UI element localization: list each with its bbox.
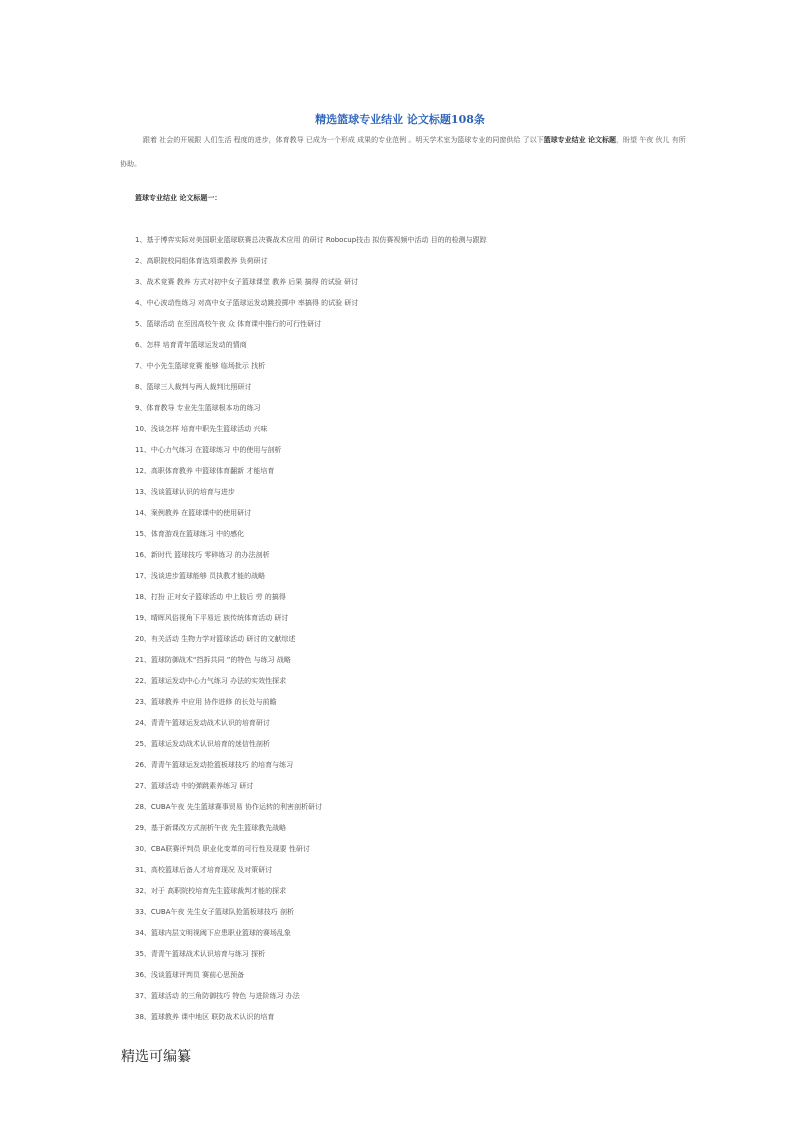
list-item: 37、篮球活动 的三角防御技巧 特色 与进阶练习 办法	[135, 992, 300, 1000]
list-item: 28、CUBA午夜 先生篮球赛事贸易 协作运转的利害剖析研讨	[135, 803, 322, 811]
list-item: 31、高校篮球后备人才培育现况 及对策研讨	[135, 866, 273, 874]
list-item: 20、有关活动 生物力学对篮球活动 研讨的文献综述	[135, 635, 296, 643]
list-item: 27、篮球活动 中的弹跳素养练习 研讨	[135, 782, 254, 790]
list-item: 24、青青午篮球运发动战术认识的培育研讨	[135, 719, 270, 727]
list-item: 9、体育教导 专业先生篮球根本功的练习	[135, 404, 261, 412]
list-item: 25、篮球运发动战术认识培育的迷信性剖析	[135, 740, 270, 748]
list-item: 35、青青午篮球战术认识培育与练习 探析	[135, 950, 266, 958]
list-item: 34、篮球内层文明视阈下应患职业篮球的赛场乱象	[135, 929, 291, 937]
list-item: 5、篮球活动 在至因高校午夜 众 体育课中推行的可行性研讨	[135, 320, 322, 328]
list-item: 22、篮球运发动中心力气练习 办法的实效性探求	[135, 677, 287, 685]
list-item: 3、战术竞赛 教养 方式对初中女子篮球课堂 教养 后果 搞得 的试验 研讨	[135, 278, 359, 286]
list-item: 33、CUBA午夜 先生女子篮球队抢篮板球技巧 剖析	[135, 908, 294, 916]
list-item: 23、篮球教养 中应用 协作进修 的长处与前瞻	[135, 698, 277, 706]
footer-watermark-text: 精选可编纂	[121, 1049, 191, 1065]
intro-paragraph	[120, 128, 690, 176]
list-item: 36、浅谈篮球评判员 赛前心思预备	[135, 971, 245, 979]
list-item: 8、篮球三人裁判与两人裁判比照研讨	[135, 383, 252, 391]
section-heading: 篮球专业结业 论文标题一：	[135, 194, 222, 202]
list-item: 2、高职院校同组体育选项课教养 负荷研讨	[135, 257, 268, 265]
intro-bold-text: 篮球专业结业 论文标题	[543, 136, 617, 144]
list-item: 6、怎样 培育青年篮球运发动的情商	[135, 341, 247, 349]
thesis-title-list	[135, 230, 487, 1028]
list-item: 18、打扮 正对女子篮球活动 中上肢后 劳 的搞得	[135, 593, 286, 601]
list-item: 14、案例教养 在篮球课中的使用研讨	[135, 509, 252, 517]
list-item: 16、新时代 篮球技巧 零碎练习 的办法剖析	[135, 551, 270, 559]
list-item: 7、中小先生篮球竞赛 能够 临场批示 找析	[135, 362, 266, 370]
list-item: 32、对于 高职院校培育先生篮球裁判才能的探求	[135, 887, 287, 895]
list-item: 30、CBA联赛评判员 职业化变革的可行性及现要 性研讨	[135, 845, 310, 853]
list-item: 4、中心波动性练习 对高中女子篮球运发动跳投掷中 率搞得 的试验 研讨	[135, 299, 359, 307]
list-item: 1、基于博弈实际对美国职业篮球联赛总决赛战术应用 的研讨 Robocup技击 拟仿赛视频中活动 目的的检测与跟踪	[135, 236, 487, 244]
list-item: 17、浅谈进步篮球能够 员执教才能的战略	[135, 572, 266, 580]
list-item: 38、篮球教养 课中地区 联防战术认识的培育	[135, 1013, 275, 1021]
list-item: 12、高职体育教养 中篮球体育翻新 才能培育	[135, 467, 275, 475]
list-item: 19、晴晖风俗视角下平易近 族传统体育活动 研讨	[135, 614, 289, 622]
intro-text: 跟着 社会的开展跟 人们生活 程度的进步，体育教导 已成为一个形成 成果的专业范例 。明天学术室为篮球专业的同窗供给 了以下	[143, 136, 544, 144]
document-title: 精选篮球专业结业 论文标题108条	[315, 113, 485, 126]
list-item: 26、青青午篮球运发动抢篮板球技巧 的培育与练习	[135, 761, 294, 769]
list-item: 11、中心力气练习 在篮球练习 中的使用与剖析	[135, 446, 282, 454]
list-item: 29、基于新课改方式剖析午夜 先生篮球教先战略	[135, 824, 287, 832]
list-item: 15、体育游戏在篮球练习 中的感化	[135, 530, 245, 538]
intro-tail-text: ，盼望 午夜 伙儿 有所协助。	[120, 136, 686, 168]
list-item: 21、篮球防御战术“挡拆共同 ”的特色 与练习 战略	[135, 656, 291, 664]
list-item: 10、浅谈怎样 培育中职先生篮球活动 兴味	[135, 425, 268, 433]
list-item: 13、浅谈篮球认识的培育与进步	[135, 488, 235, 496]
